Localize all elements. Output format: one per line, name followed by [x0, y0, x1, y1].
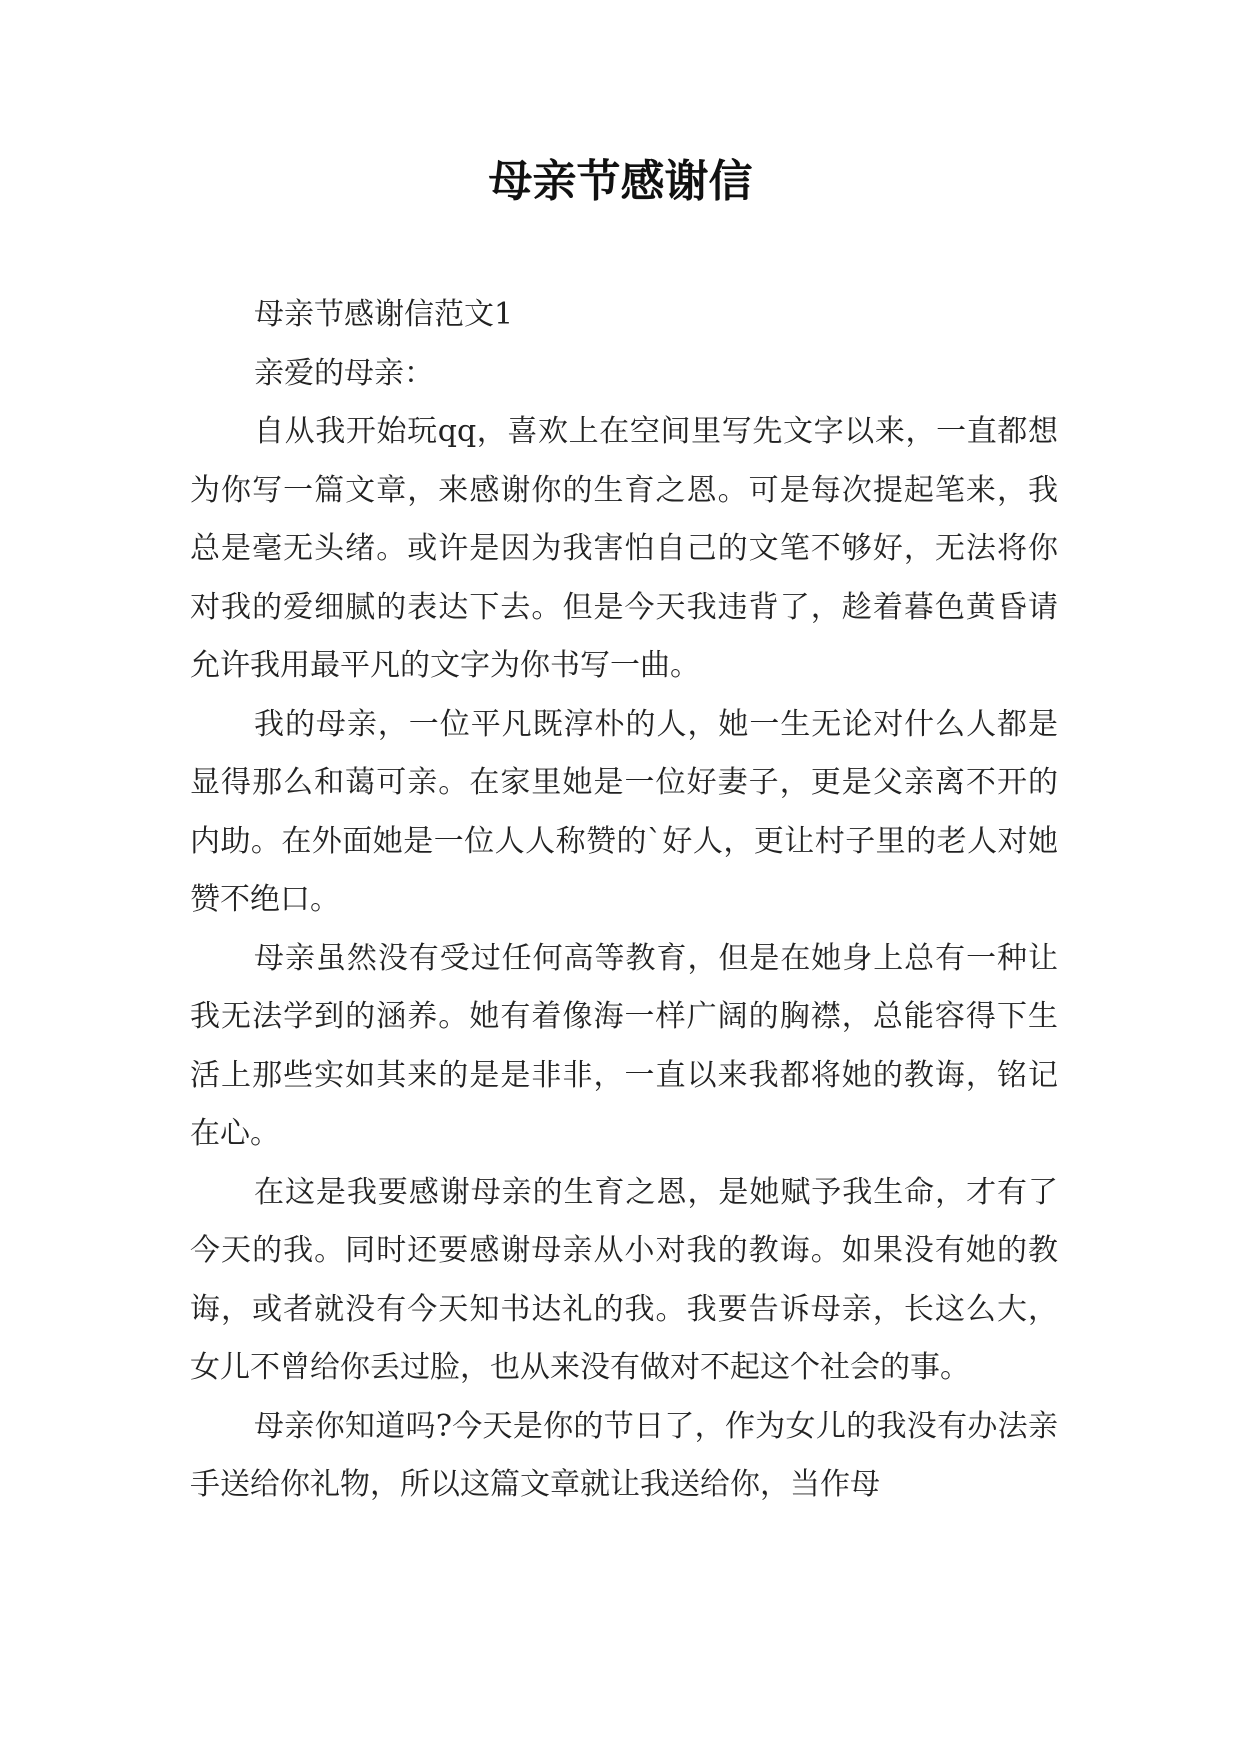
body-paragraph: 我的母亲，一位平凡既淳朴的人，她一生无论对什么人都是显得那么和蔼可亲。在家里她是一位好妻子，更是父亲离不开的内助。在外面她是一位人人称赞的`好人，更让村子里的老人对她赞不绝口。	[190, 706, 1058, 917]
body-paragraph: 在这是我要感谢母亲的生育之恩，是她赋予我生命，才有了今天的我。同时还要感谢母亲从小对我的教诲。如果没有她的教诲，或者就没有今天知书达礼的我。我要告诉母亲，长这么大，女儿不曾给你丢过脸，也从来没有做对不起这个社会的事。	[190, 1174, 1058, 1385]
document-title: 母亲节感谢信	[488, 156, 753, 207]
body-paragraph: 自从我开始玩qq，喜欢上在空间里写先文字以来，一直都想为你写一篇文章，来感谢你的生育之恩。可是每次提起笔来，我总是毫无头绪。或许是因为我害怕自己的文笔不够好，无法将你对我的爱细腻的表达下去。但是今天我违背了，趁着暮色黄昏请允许我用最平凡的文字为你书写一曲。	[190, 414, 1058, 683]
document-body	[190, 286, 1058, 1515]
body-paragraph: 母亲虽然没有受过任何高等教育，但是在她身上总有一种让我无法学到的涵养。她有着像海一样广阔的胸襟，总能容得下生活上那些实如其来的是是非非，一直以来我都将她的教诲，铭记在心。	[190, 940, 1058, 1151]
salutation: 亲爱的母亲：	[254, 355, 434, 391]
section-heading: 母亲节感谢信范文1	[254, 297, 514, 332]
body-paragraph: 母亲你知道吗?今天是你的节日了，作为女儿的我没有办法亲手送给你礼物，所以这篇文章就让我送给你，当作母	[190, 1408, 1058, 1502]
